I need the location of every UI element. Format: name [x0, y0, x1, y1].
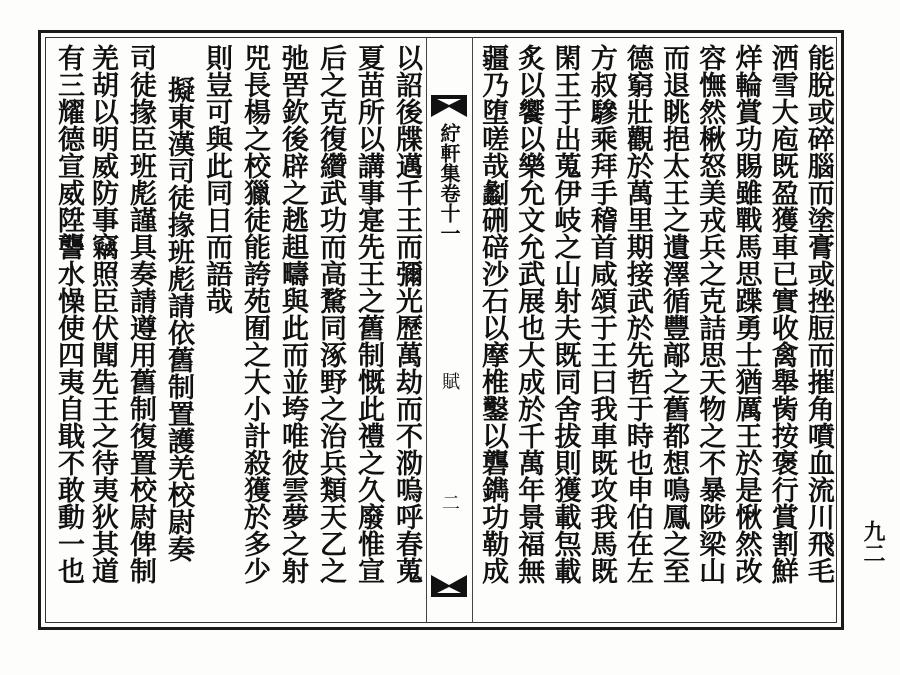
column-text: 后之克復纘武功而高騖同涿野之治兵類天乙之 [315, 44, 346, 584]
book-title: 紵軒集卷十一 [437, 123, 461, 243]
column-text: 兕長楊之校獵徒能誇苑囿之大小計殺獲於多少 [239, 44, 270, 584]
column-text: 方叔驂乘拜手稽首咸頌于王曰我車既攻我馬既 [585, 44, 617, 584]
fishtail-top-icon [431, 95, 467, 117]
right-text-column [692, 44, 726, 616]
text-column-14 [236, 44, 272, 616]
column-text: 洒雪大庖既盈獲車已實收禽舉胔按褒行賞割鮮 [766, 44, 798, 584]
right-text-column [656, 44, 690, 616]
right-text-column [475, 44, 509, 616]
column-text: 烊輪賞功賜雖戰馬思蹀勇士猶厲王於是愀然改 [730, 44, 762, 584]
text-column-15 [198, 44, 234, 616]
right-text-column [511, 44, 545, 616]
column-text: 有三耀德宣威陞讋水懆使四夷自戢不敢動一也 [53, 44, 84, 584]
right-text-column [584, 44, 618, 616]
text-column-11 [350, 44, 386, 616]
leaf-number: 二 [439, 493, 460, 511]
right-text-column [547, 44, 581, 616]
column-text: 能脫或碎腦而塗膏或挫脰而摧角噴血流川飛毛 [802, 44, 834, 584]
column-text: 疆乃堕嗟哉劙硎碚沙石以摩椎鑿以礱鐫功勒成 [477, 44, 509, 584]
page-number: 九二 [860, 520, 886, 564]
right-text-column [620, 44, 654, 616]
text-column-12 [312, 44, 348, 616]
right-text-column [765, 44, 799, 616]
column-rule [472, 37, 473, 623]
column-text: 夏苗所以講事寔先王之舊制慨此禮之久廢惟宣 [353, 44, 384, 584]
right-text-column [728, 44, 762, 616]
column-text: 則豈可與此同日而語哉 [201, 44, 232, 314]
text-column-10 [388, 44, 424, 616]
column-text: 司徒掾臣班彪謹具奏請遵用舊制復置校尉俾制 [125, 44, 156, 584]
column-text: 羌胡以明威防事竊照臣伏聞先王之待夷狄其道 [87, 44, 118, 584]
text-column-19 [50, 44, 86, 616]
column-text: 閑王于出蒐伊岐之山射夫既同舍拔則獲載炰載 [549, 44, 581, 584]
column-text: 容憮然楸怒美戎兵之克詰思天物之不暴陟梁山 [694, 44, 726, 584]
column-text: 德窮壯觀於萬里期接武於先哲于時也申伯在左 [621, 44, 653, 584]
column-text: 而退眺挹太王之遺澤循豐鄗之舊都想鳴鳳之至 [658, 44, 690, 584]
column-text: 弛罟欽後辟之趒趄疇與此而並垮唯彼雲夢之射 [277, 44, 308, 584]
text-column-13 [274, 44, 310, 616]
text-column-17 [122, 44, 158, 616]
right-text-column [801, 44, 835, 616]
column-text: 以詔後牒邁千王而彌光歷萬劫而不泐嗚呼春蒐 [391, 44, 422, 584]
section-label: 賦 [439, 372, 460, 390]
column-text: 擬東漢司徒掾班彪請依舊制置護羌校尉奏 [163, 76, 194, 562]
column-text: 炙以饗以樂允文允武展也大成於千萬年景福無 [513, 44, 545, 584]
text-column-18 [84, 44, 120, 616]
fishtail-bottom-icon [431, 575, 467, 597]
text-column-16-heading [160, 76, 196, 648]
fold-center-column [426, 37, 472, 623]
